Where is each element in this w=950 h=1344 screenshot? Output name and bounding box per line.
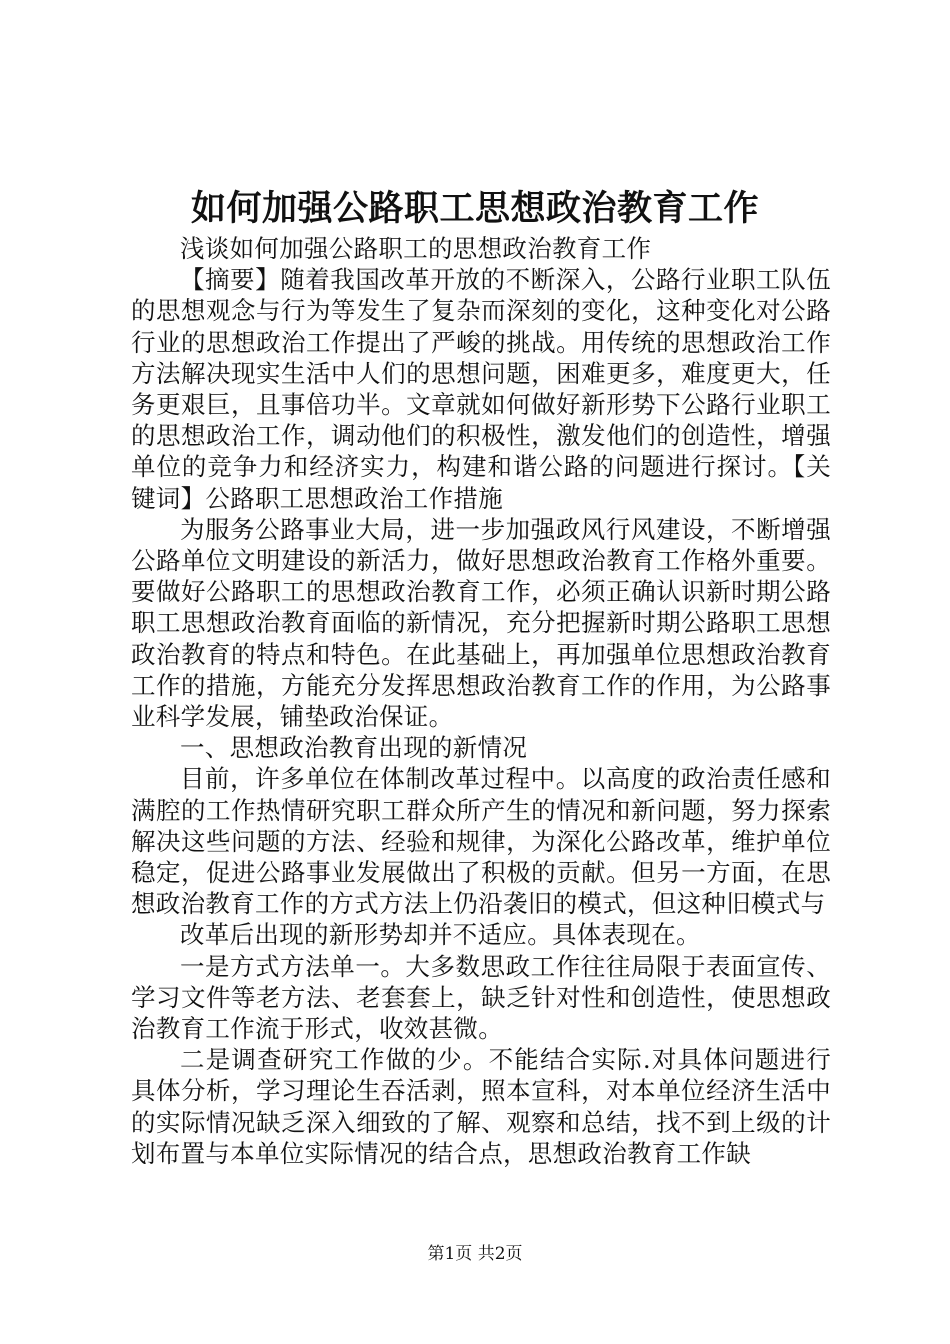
abstract-paragraph: 【摘要】随着我国改革开放的不断深入，公路行业职工队伍的思想观念与行为等发生了复杂而深刻的变化，这种变化对公路行业的思想政治工作提出了严峻的挑战。用传统的思想政治工作方法解决现实生活中人们的思想问题，困难更多，难度更大，任务更艰巨，且事倍功半。文章就如何做好新形势下公路行业职工的思想政治工作，调动他们的积极性，激发他们的创造性，增强单位的竞争力和经济实力，构建和谐公路的问题进行探讨。【关键词】公路职工思想政治工作措施 bbox=[131, 265, 831, 513]
subtitle-paragraph: 浅谈如何加强公路职工的思想政治教育工作 bbox=[180, 234, 652, 263]
document-title: 如何加强公路职工思想政治教育工作 bbox=[190, 188, 759, 229]
body-paragraph: 一是方式方法单一。大多数思政工作往往局限于表面宣传、学习文件等老方法、老套套上，缺乏针对性和创造性，使思想政治教育工作流于形式，收效甚微。 bbox=[131, 951, 831, 1044]
body-paragraph: 目前，许多单位在体制改革过程中。以高度的政治责任感和满腔的工作热情研究职工群众所产生的情况和新问题，努力探索解决这些问题的方法、经验和规律，为深化公路改革，维护单位稳定，促进公路事业发展做出了积极的贡献。但另一方面，在思想政治教育工作的方式方法上仍沿袭旧的模式，但这种旧模式与 bbox=[131, 764, 831, 919]
page-number-footer: 第1页 共2页 bbox=[427, 1244, 523, 1264]
body-paragraph: 改革后出现的新形势却并不适应。具体表现在。 bbox=[180, 920, 701, 950]
body-paragraph: 二是调查研究工作做的少。不能结合实际.对具体问题进行具体分析，学习理论生吞活剥，照本宣科，对本单位经济生活中的实际情况缺乏深入细致的了解、观察和总结，找不到上级的计划布置与本单位实际情况的结合点，思想政治教育工作缺 bbox=[131, 1045, 831, 1168]
document-body bbox=[131, 233, 831, 1169]
intro-paragraph: 为服务公路事业大局，进一步加强政风行风建设，不断增强公路单位文明建设的新活力，做好思想政治教育工作格外重要。要做好公路职工的思想政治教育工作，必须正确认识新时期公路职工思想政治教育面临的新情况，充分把握新时期公路职工思想政治教育的特点和特色。在此基础上，再加强单位思想政治教育工作的措施，方能充分发挥思想政治教育工作的作用，为公路事业科学发展，铺垫政治保证。 bbox=[131, 514, 831, 732]
section-heading: 一、思想政治教育出现的新情况 bbox=[180, 733, 528, 763]
